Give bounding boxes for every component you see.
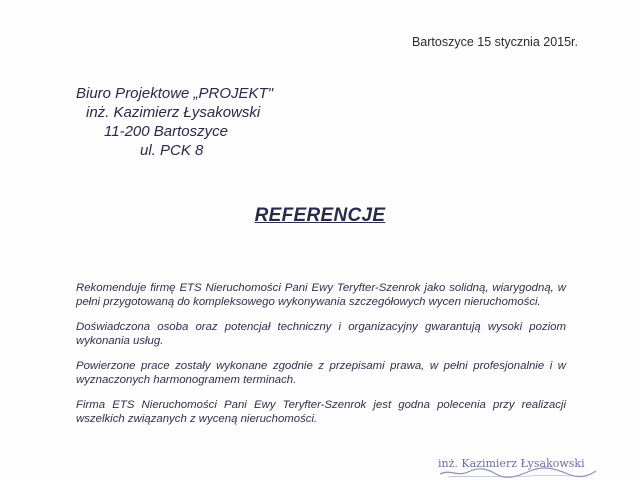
body-paragraph: Rekomenduje firmę ETS Nieruchomości Pani Ewy Teryfter-Szenrok jako solidną, wiarygodną, w pełni przygotowaną do kompleksowego wykonywania szczegółowych wycen nieruchomości. (76, 282, 566, 308)
date-line: Bartoszyce 15 stycznia 2015r. (411, 35, 578, 49)
body-paragraph: Firma ETS Nieruchomości Pani Ewy Teryfter-Szenrok jest godna polecenia przy realizacji wszelkich związanych z wyceną nieruchomości. (76, 399, 566, 425)
sender-company: Biuro Projektowe „PROJEKT" (76, 85, 274, 102)
sender-name: inż. Kazimierz Łysakowski (86, 104, 261, 121)
sender-postal-city: 11-200 Bartoszyce (104, 123, 228, 140)
body-paragraph: Powierzone prace zostały wykonane zgodnie z przepisami prawa, w pełni profesjonalnie i w wyznaczonych harmonogramem terminach. (76, 360, 566, 386)
letter-body (76, 281, 566, 437)
body-paragraph: Doświadczona osoba oraz potencjał techniczny i organizacyjny gwarantują wysoki poziom wykonania usług. (76, 321, 566, 347)
signature-stamp (438, 455, 598, 479)
stamp-name: inż. Kazimierz Łysakowski (438, 457, 585, 470)
document-title: REFERENCJE (254, 205, 386, 226)
sender-street: ul. PCK 8 (140, 142, 204, 159)
sender-address-block (76, 84, 273, 160)
handwritten-signature-icon (438, 465, 598, 479)
